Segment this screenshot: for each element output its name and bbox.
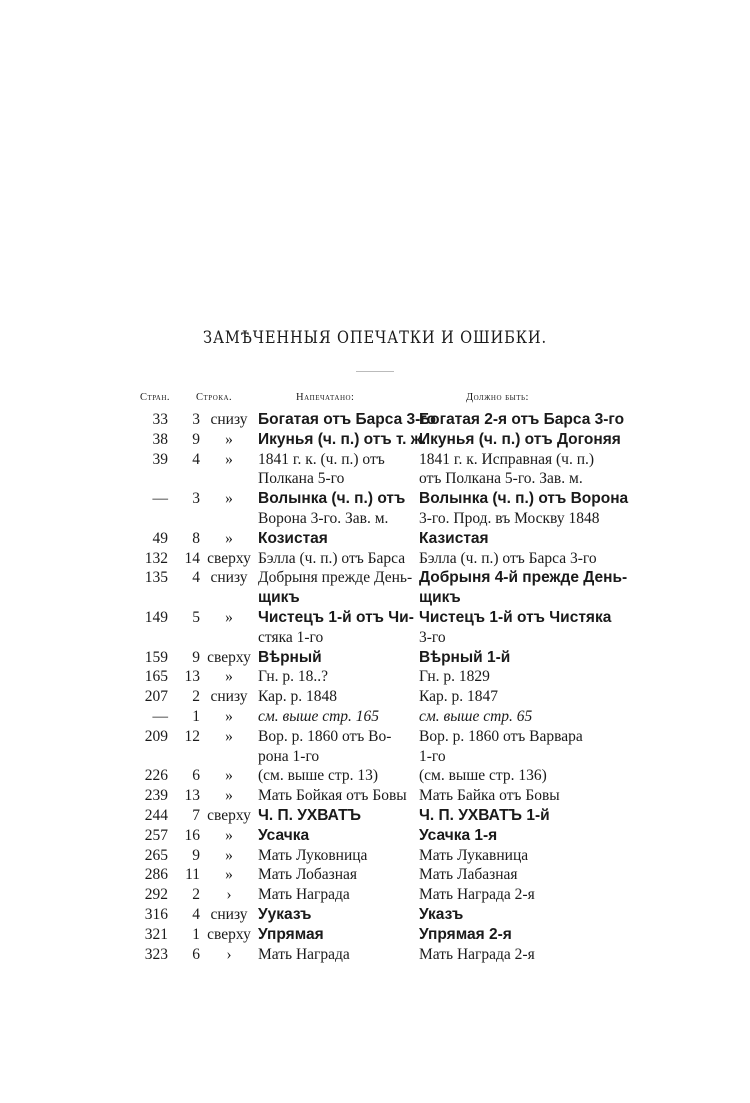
- correct-text: Богатая 2-я отъ Барса 3-го: [419, 411, 625, 428]
- page-number: 149: [144, 609, 168, 626]
- line-position: »: [225, 787, 233, 805]
- printed-text: Полкана 5-го: [258, 470, 345, 488]
- page-number: 292: [144, 886, 168, 904]
- correct-text: Казистая: [419, 529, 489, 547]
- header-correct: Должно быть:: [466, 392, 529, 403]
- line-position: »: [225, 529, 233, 547]
- line-number: 1: [192, 708, 200, 725]
- printed-text: Козистая: [258, 529, 328, 547]
- page-number: 165: [144, 668, 168, 686]
- printed-text: Мать Лобазная: [258, 866, 358, 884]
- line-number: 7: [192, 807, 200, 824]
- printed-text: Чистецъ 1-й отъ Чи-: [258, 609, 414, 626]
- line-position: »: [225, 767, 233, 785]
- printed-text: Мать Награда: [258, 886, 350, 904]
- correct-text: отъ Полкана 5-го. Зав. м.: [419, 470, 583, 488]
- line-number: 14: [184, 549, 200, 567]
- page-number: 39: [152, 450, 168, 468]
- page-number: 286: [144, 866, 168, 884]
- line-position: »: [225, 866, 233, 884]
- correct-text: Вѣрный 1-й: [419, 648, 511, 666]
- printed-text: Вор. р. 1860 отъ Во-: [258, 727, 392, 745]
- line-position: »: [225, 430, 233, 448]
- line-position: »: [225, 727, 233, 745]
- line-position: »: [225, 826, 233, 844]
- correct-text: Мать Байка отъ Бовы: [419, 787, 560, 805]
- printed-text: Икунья (ч. п.) отъ т. ж.: [258, 430, 427, 448]
- printed-text: Добрыня прежде День-: [258, 569, 413, 587]
- page-number: 33: [152, 411, 168, 428]
- line-number: 4: [192, 569, 200, 587]
- line-number: 8: [192, 529, 200, 547]
- line-number: 5: [192, 609, 200, 626]
- correct-text: Вор. р. 1860 отъ Варвара: [419, 727, 583, 745]
- correct-text: Ч. П. УХВАТЪ 1-й: [419, 807, 550, 824]
- correct-text: 3-го. Прод. въ Москву 1848: [419, 510, 600, 527]
- correct-text: Чистецъ 1-й отъ Чистяка: [419, 609, 612, 626]
- correct-text: Мать Лукавница: [419, 846, 529, 864]
- line-position: ›: [226, 886, 232, 904]
- line-number: 1: [192, 925, 200, 943]
- correct-text: 1841 г. к. Исправная (ч. п.): [419, 450, 595, 468]
- correct-text: Волынка (ч. п.) отъ Ворона: [419, 490, 629, 508]
- line-number: 11: [185, 866, 200, 884]
- page-number: 159: [144, 648, 168, 666]
- line-number: 2: [192, 886, 200, 904]
- correct-text: Упрямая 2-я: [419, 925, 512, 943]
- line-position: »: [225, 609, 233, 626]
- correct-text: 1-го: [419, 747, 446, 765]
- printed-text: см. выше стр. 165: [258, 708, 380, 725]
- page-title: ЗАМѢЧЕННЫЯ ОПЕЧАТКИ И ОШИБКИ.: [202, 328, 548, 348]
- printed-text: Мать Награда: [258, 945, 350, 963]
- correct-text: см. выше стр. 65: [419, 708, 533, 725]
- printed-text: Вѣрный: [258, 648, 322, 666]
- line-number: 3: [192, 490, 200, 508]
- line-number: 2: [192, 688, 200, 706]
- page-number: 135: [144, 569, 168, 587]
- printed-text: Упрямая: [258, 925, 324, 943]
- page-number: 38: [152, 430, 168, 448]
- line-number: 4: [192, 450, 200, 468]
- line-position: ›: [226, 945, 232, 963]
- line-position: сверху: [207, 925, 251, 943]
- title-divider: [356, 371, 394, 372]
- printed-text: Усачка: [258, 826, 310, 844]
- correct-text: Бэлла (ч. п.) отъ Барса 3-го: [419, 549, 597, 567]
- printed-text: Ууказъ: [258, 906, 312, 923]
- header-printed: Напечатано:: [296, 392, 355, 403]
- line-position: снизу: [210, 906, 248, 923]
- printed-text: Бэлла (ч. п.) отъ Барса: [258, 549, 406, 567]
- line-number: 6: [192, 767, 200, 785]
- printed-text: Кар. р. 1848: [258, 688, 338, 706]
- header-page: Стран.: [140, 392, 171, 403]
- correct-text: Гн. р. 1829: [419, 668, 490, 686]
- line-position: сверху: [207, 549, 251, 567]
- line-number: 12: [184, 727, 200, 745]
- printed-text: Гн. р. 18..?: [258, 668, 329, 686]
- printed-text: Мать Луковница: [258, 846, 368, 864]
- correct-text: Указъ: [419, 906, 464, 923]
- line-number: 4: [192, 906, 200, 923]
- page-number: 207: [144, 688, 168, 706]
- printed-text: (см. выше стр. 13): [258, 767, 379, 785]
- printed-text: Волынка (ч. п.) отъ: [258, 490, 406, 508]
- page-number: 49: [152, 529, 168, 547]
- correct-text: Мать Награда 2-я: [419, 945, 535, 963]
- correct-text: щикъ: [419, 589, 461, 607]
- line-number: 13: [184, 787, 200, 805]
- printed-text: стяка 1-го: [258, 628, 324, 646]
- correct-text: Усачка 1-я: [419, 826, 498, 844]
- correct-text: (см. выше стр. 136): [419, 767, 547, 785]
- line-position: »: [225, 490, 233, 508]
- printed-text: Ч. П. УХВАТЪ: [258, 807, 362, 824]
- line-position: »: [225, 450, 233, 468]
- page-number: 265: [144, 846, 168, 864]
- line-position: снизу: [210, 688, 248, 706]
- correct-text: Икунья (ч. п.) отъ Догоняя: [419, 430, 621, 448]
- correct-text: 3-го: [419, 628, 446, 646]
- line-position: снизу: [210, 411, 248, 428]
- line-position: сверху: [207, 648, 251, 666]
- line-number: 9: [192, 430, 200, 448]
- line-position: »: [225, 708, 233, 725]
- header-line: Строка.: [196, 392, 233, 403]
- printed-text: Ворона 3-го. Зав. м.: [258, 510, 389, 527]
- page-number: 132: [144, 549, 168, 567]
- printed-text: щикъ: [258, 589, 300, 607]
- page-number: 226: [144, 767, 168, 785]
- line-number: 16: [184, 826, 200, 844]
- page-number: —: [152, 490, 168, 508]
- line-number: 9: [192, 648, 200, 666]
- line-position: »: [225, 846, 233, 864]
- printed-text: Богатая отъ Барса 3-го: [258, 411, 436, 428]
- printed-text: рона 1-го: [258, 747, 320, 765]
- line-position: снизу: [210, 569, 248, 587]
- correct-text: Мать Лабазная: [419, 866, 518, 884]
- page-number: 321: [144, 925, 168, 943]
- correct-text: Кар. р. 1847: [419, 688, 499, 706]
- line-position: сверху: [207, 807, 251, 824]
- page-number: 239: [144, 787, 168, 805]
- line-number: 3: [192, 411, 200, 428]
- line-number: 6: [192, 945, 200, 963]
- page-number: 316: [144, 906, 168, 923]
- page-number: 244: [144, 807, 168, 824]
- line-position: »: [225, 668, 233, 686]
- correct-text: Добрыня 4-й прежде День-: [419, 569, 628, 587]
- line-number: 13: [184, 668, 200, 686]
- page-number: 323: [144, 945, 168, 963]
- line-number: 9: [192, 846, 200, 864]
- page-number: 257: [144, 826, 168, 844]
- page-number: —: [152, 708, 168, 725]
- printed-text: 1841 г. к. (ч. п.) отъ: [258, 450, 385, 468]
- printed-text: Мать Бойкая отъ Бовы: [258, 787, 407, 805]
- page-number: 209: [144, 727, 168, 745]
- correct-text: Мать Награда 2-я: [419, 886, 535, 904]
